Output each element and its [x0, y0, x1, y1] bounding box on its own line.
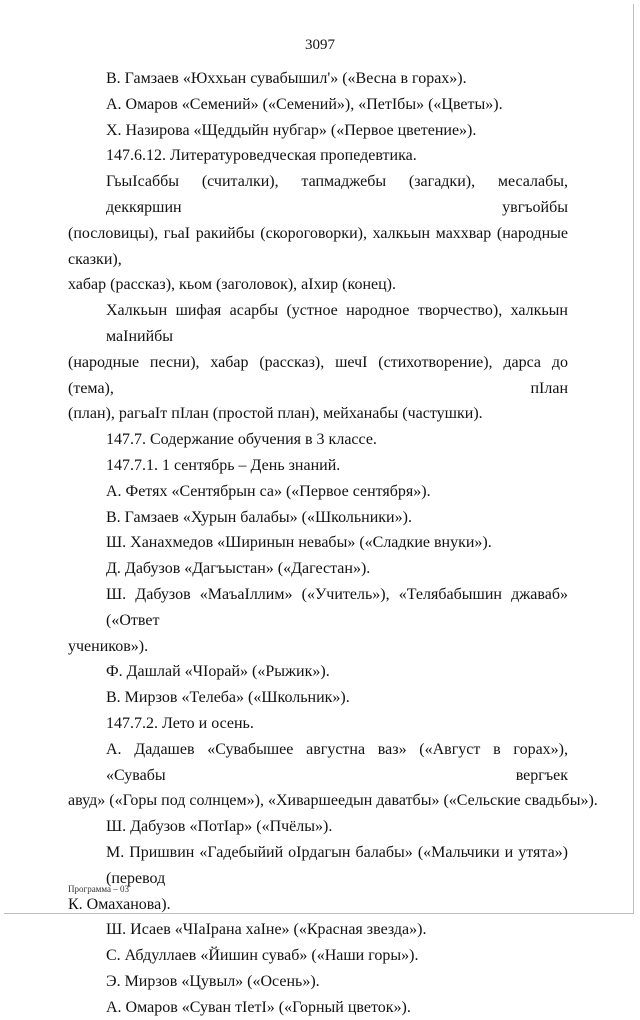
text-line: Ш. Ханахмедов «Ширинын невабы» («Сладкие внуки»). [106, 534, 492, 552]
page-number: 3097 [305, 37, 335, 53]
text-line: Ф. Дашлай «ЧIорай» («Рыжик»). [106, 663, 330, 681]
text-line: Х. Назирова «Щеддыйн нубгар» («Первое цветение»). [106, 121, 477, 139]
text-line: 147.7.1. 1 сентябрь – День знаний. [106, 456, 341, 474]
text-line: Ш. Исаев «ЧIаIрана хаIне» («Красная звезда»). [106, 921, 427, 939]
text-line: 147.7. Содержание обучения в 3 классе. [106, 431, 377, 449]
text-line: А. Фетях «Сентябрын са» («Первое сентября»). [106, 482, 431, 500]
text-line: хабар (рассказ), кьом (заголовок), аIхир (конец). [68, 276, 397, 294]
text-line: Д. Дабузов «Дагъыстан» («Дагестан»). [106, 560, 371, 578]
text-line: Ш. Дабузов «МаъаIллим» («Учитель»), «Телябабышин джаваб» («Ответ [106, 585, 568, 629]
text-line: (народные песни), хабар (рассказ), шечI (стихотворение), дарса до (тема), пIлан [68, 353, 568, 397]
text-line: Халкьын шифая асарбы (устное народное творчество), халкьын маIнийбы [106, 302, 568, 345]
text-line: В. Гамзаев «Хурын балабы» («Школьники»). [106, 508, 412, 526]
text-line: М. Пришвин «Гадебыйий оIрдагын балабы» («Мальчики и утята») (перевод [106, 843, 568, 887]
text-line: авуд» («Горы под солнцем»), «Хиваршеедын даватбы» («Сельские свадьбы»). [68, 792, 598, 810]
text-line: (пословицы), гьаI ракийбы (скороговорки), халкьын маххвар (народные сказки), [68, 224, 568, 268]
text-line: Ш. Дабузов «ПотIар» («Пчёлы»). [106, 818, 333, 836]
document-body [68, 66, 598, 1020]
text-line: А. Омаров «Семений» («Семений»), «ПетIбы» («Цветы»). [106, 95, 503, 113]
text-line: С. Абдуллаев «Йишин суваб» («Наши горы»). [106, 947, 419, 965]
text-line: А. Омаров «Суван тIетI» («Горный цветок»). [106, 998, 411, 1016]
text-line: А. Дадашев «Сувабышее августна ваз» («Август в горах»), «Сувабы вергъек [106, 740, 568, 784]
text-line: (план), рагьаIт пIлан (простой план), мейханабы (частушки). [68, 405, 483, 423]
text-line: В. Мирзов «Телеба» («Школьник»). [106, 689, 350, 707]
text-line: В. Гамзаев «Юххьан сувабышил'» («Весна в горах»). [106, 70, 467, 87]
text-line: К. Омаханова). [68, 895, 171, 913]
text-line: 147.7.2. Лето и осень. [106, 714, 254, 732]
text-line: 147.6.12. Литературоведческая пропедевтика. [106, 147, 417, 165]
text-line: ГьыIсаббы (считалки), тапмаджебы (загадки), месалабы, деккяршин увгъойбы [106, 173, 568, 216]
text-line: учеников»). [68, 637, 149, 655]
text-line: Э. Мирзов «Цувыл» («Осень»). [106, 972, 320, 990]
page-footer: Программа – 03 [68, 884, 130, 894]
